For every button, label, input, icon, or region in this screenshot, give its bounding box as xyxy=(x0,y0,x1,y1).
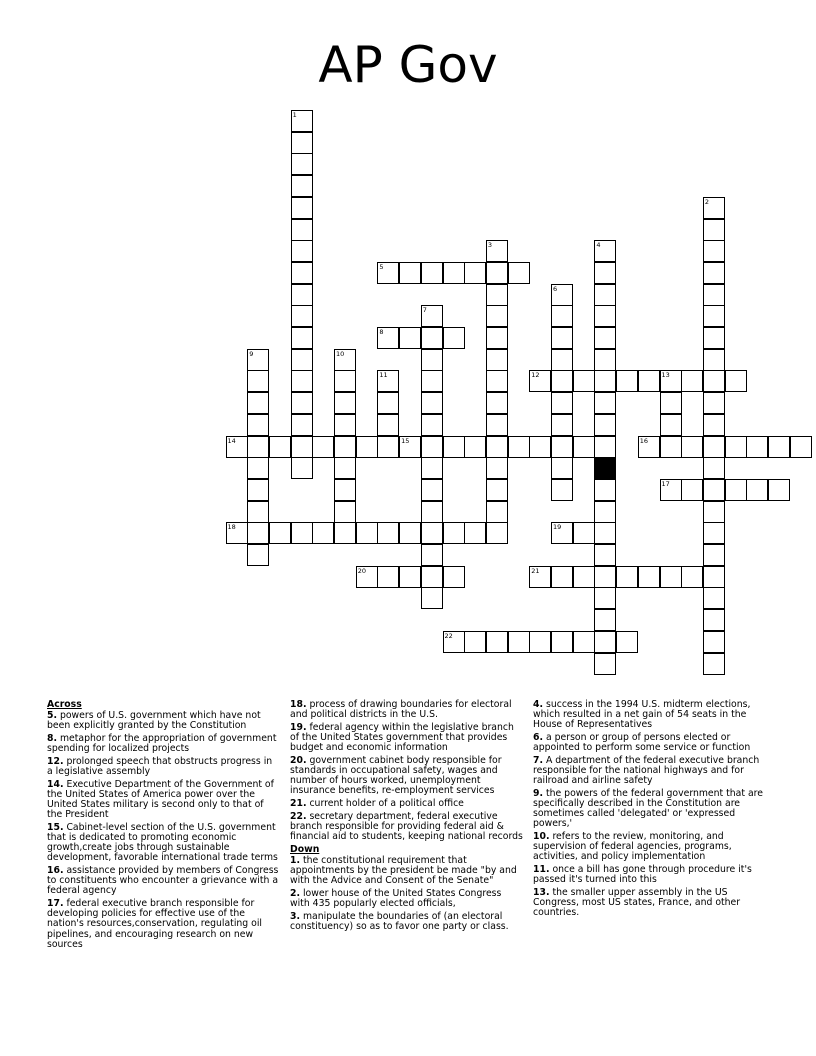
grid-cell[interactable] xyxy=(421,566,443,588)
clue-text: A department of the federal executive branch responsible for the national highways and for railroad and airline safety xyxy=(533,754,760,787)
grid-cell[interactable] xyxy=(703,566,725,588)
clue-number: 21. xyxy=(290,798,307,809)
grid-cell[interactable] xyxy=(486,457,508,479)
grid-cell[interactable] xyxy=(486,327,508,349)
cell-number: 15 xyxy=(401,436,410,445)
grid-cell[interactable] xyxy=(291,153,313,175)
grid-cell[interactable] xyxy=(529,436,551,458)
grid-cell[interactable] xyxy=(746,436,768,458)
grid-cell[interactable] xyxy=(334,370,356,392)
grid-cell[interactable] xyxy=(377,392,399,414)
grid-cell[interactable] xyxy=(594,501,616,523)
across-clue-list-continued xyxy=(290,700,524,842)
grid-cell[interactable] xyxy=(291,414,313,436)
grid-cell[interactable] xyxy=(594,522,616,544)
grid-cell[interactable] xyxy=(291,132,313,154)
clue-item xyxy=(47,823,279,864)
grid-cell[interactable] xyxy=(594,262,616,284)
cell-number: 17 xyxy=(661,479,670,488)
grid-cell[interactable] xyxy=(725,479,747,501)
clue-text: once a bill has gone through procedure it's passed it's turned into this xyxy=(533,864,752,886)
grid-cell[interactable] xyxy=(594,414,616,436)
clue-text: lower house of the United States Congress with 435 popularly elected officials, xyxy=(290,887,502,909)
clue-item xyxy=(290,856,524,887)
clue-text: manipulate the boundaries of (an electoral constituency) so as to favor one party or class. xyxy=(290,910,509,932)
grid-cell[interactable] xyxy=(334,436,356,458)
clue-number: 8. xyxy=(47,733,58,744)
grid-cell[interactable] xyxy=(291,305,313,327)
grid-cell[interactable] xyxy=(703,587,725,609)
grid-cell[interactable] xyxy=(594,370,616,392)
grid-cell[interactable] xyxy=(551,305,573,327)
cell-number: 19 xyxy=(553,523,562,532)
grid-cell[interactable] xyxy=(681,370,703,392)
cell-number: 22 xyxy=(444,631,453,640)
grid-cell[interactable] xyxy=(551,457,573,479)
grid-cell[interactable] xyxy=(551,284,573,306)
cell-number: 4 xyxy=(596,241,601,250)
grid-cell[interactable] xyxy=(377,327,399,349)
clue-item xyxy=(47,757,279,777)
grid-cell[interactable] xyxy=(594,436,616,458)
grid-cell[interactable] xyxy=(660,479,682,501)
grid-cell[interactable] xyxy=(616,566,638,588)
grid-cell[interactable] xyxy=(703,522,725,544)
clue-number: 5. xyxy=(47,710,58,722)
grid-cell[interactable] xyxy=(551,392,573,414)
clue-text: federal agency within the legislative branch of the United States government that provides budget and economic information xyxy=(290,721,514,754)
clue-text: metaphor for the appropriation of government spending for localized projects xyxy=(47,733,277,755)
clue-text: process of drawing boundaries for electoral and political districts in the U.S. xyxy=(290,699,512,721)
clue-number: 16. xyxy=(47,865,64,876)
grid-cell[interactable] xyxy=(247,522,269,544)
grid-cell[interactable] xyxy=(486,501,508,523)
grid-cell[interactable] xyxy=(594,631,616,653)
clue-item xyxy=(290,912,524,932)
grid-cell[interactable] xyxy=(334,414,356,436)
grid-cell[interactable] xyxy=(421,262,443,284)
clue-number: 9. xyxy=(533,787,544,799)
grid-cell[interactable] xyxy=(681,479,703,501)
grid-cell[interactable] xyxy=(594,479,616,501)
clue-item xyxy=(533,888,769,919)
grid-cell[interactable] xyxy=(573,566,595,588)
grid-cell[interactable] xyxy=(247,457,269,479)
grid-cell[interactable] xyxy=(247,392,269,414)
clue-number: 11. xyxy=(533,864,550,875)
grid-cell[interactable] xyxy=(334,392,356,414)
clue-number: 2. xyxy=(290,887,301,899)
grid-cell[interactable] xyxy=(529,370,551,392)
grid-cell[interactable] xyxy=(703,501,725,523)
grid-cell[interactable] xyxy=(703,544,725,566)
grid-cell[interactable] xyxy=(291,436,313,458)
grid-cell[interactable] xyxy=(703,284,725,306)
grid-cell[interactable] xyxy=(703,414,725,436)
puzzle-title: AP Gov xyxy=(318,36,498,94)
grid-cell[interactable] xyxy=(464,436,486,458)
grid-cell[interactable] xyxy=(486,370,508,392)
clue-number: 22. xyxy=(290,810,307,822)
down-clue-list xyxy=(290,856,524,932)
clue-number: 14. xyxy=(47,778,64,790)
clue-text: current holder of a political office xyxy=(306,798,464,809)
grid-cell[interactable] xyxy=(768,436,790,458)
grid-cell[interactable] xyxy=(291,175,313,197)
grid-cell[interactable] xyxy=(486,349,508,371)
clue-item xyxy=(47,711,279,731)
grid-cell[interactable] xyxy=(703,609,725,631)
grid-cell[interactable] xyxy=(551,414,573,436)
clue-item xyxy=(290,700,524,720)
clue-item xyxy=(533,700,769,731)
clue-text: government cabinet body responsible for standards in occupational safety, wages and number of hours worked, unemployment insurance benefits, re-employment services xyxy=(290,754,502,797)
grid-cell[interactable] xyxy=(421,522,443,544)
clues-column-2 xyxy=(290,700,524,934)
grid-cell[interactable] xyxy=(768,479,790,501)
grid-cell[interactable] xyxy=(486,631,508,653)
grid-cell[interactable] xyxy=(594,305,616,327)
clue-text: Executive Department of the Government of the United States of America power over the United States military is second only to that of the President xyxy=(47,778,274,821)
grid-cell[interactable] xyxy=(594,349,616,371)
grid-cell[interactable] xyxy=(551,436,573,458)
grid-cell[interactable] xyxy=(269,436,291,458)
cell-number: 14 xyxy=(227,436,236,445)
black-cell xyxy=(594,457,616,479)
grid-cell[interactable] xyxy=(334,501,356,523)
grid-cell[interactable] xyxy=(681,436,703,458)
grid-cell[interactable] xyxy=(247,544,269,566)
clue-item xyxy=(47,734,279,754)
clue-item xyxy=(290,723,524,754)
clue-text: federal executive branch responsible for developing policies for effective use of the nation's resources,conservation, regulating oil pipelines, and encouraging research on new sources xyxy=(47,898,262,950)
clue-text: powers of U.S. government which have not been explicitly granted by the Constitution xyxy=(47,710,261,732)
grid-cell[interactable] xyxy=(703,631,725,653)
grid-cell[interactable] xyxy=(660,370,682,392)
grid-cell[interactable] xyxy=(421,501,443,523)
clue-item xyxy=(290,756,524,797)
cell-number: 1 xyxy=(292,111,297,119)
clue-item xyxy=(533,832,769,863)
clue-number: 3. xyxy=(290,910,301,922)
cell-number: 13 xyxy=(661,371,670,380)
clue-number: 20. xyxy=(290,754,307,766)
grid-cell[interactable] xyxy=(725,436,747,458)
grid-cell[interactable] xyxy=(464,631,486,653)
grid-cell[interactable] xyxy=(421,414,443,436)
clue-number: 12. xyxy=(47,755,64,767)
cell-number: 21 xyxy=(531,566,540,575)
grid-cell[interactable] xyxy=(703,436,725,458)
grid-cell[interactable] xyxy=(312,522,334,544)
grid-cell[interactable] xyxy=(356,436,378,458)
grid-cell[interactable] xyxy=(377,370,399,392)
grid-cell[interactable] xyxy=(247,436,269,458)
clue-item xyxy=(290,812,524,843)
grid-cell[interactable] xyxy=(421,544,443,566)
grid-cell[interactable] xyxy=(443,566,465,588)
grid-cell[interactable] xyxy=(529,631,551,653)
cell-number: 8 xyxy=(379,328,384,336)
grid-cell[interactable] xyxy=(377,522,399,544)
grid-cell[interactable] xyxy=(486,262,508,284)
grid-cell[interactable] xyxy=(486,436,508,458)
grid-cell[interactable] xyxy=(399,262,421,284)
grid-cell[interactable] xyxy=(725,370,747,392)
grid-cell[interactable] xyxy=(443,262,465,284)
clue-text: Cabinet-level section of the U.S. government that is dedicated to promoting economic growth,create jobs through sustainable development, favorable international trade terms xyxy=(47,821,278,864)
grid-cell[interactable] xyxy=(356,566,378,588)
clue-number: 7. xyxy=(533,754,544,766)
clue-number: 6. xyxy=(533,732,544,743)
grid-cell[interactable] xyxy=(399,436,421,458)
grid-cell[interactable] xyxy=(291,392,313,414)
grid-cell[interactable] xyxy=(594,566,616,588)
clue-item xyxy=(533,733,769,753)
grid-cell[interactable] xyxy=(247,370,269,392)
down-header: Down xyxy=(290,843,320,855)
grid-cell[interactable] xyxy=(291,349,313,371)
grid-cell[interactable] xyxy=(594,544,616,566)
grid-cell[interactable] xyxy=(660,566,682,588)
grid-cell[interactable] xyxy=(421,370,443,392)
grid-cell[interactable] xyxy=(638,370,660,392)
grid-cell[interactable] xyxy=(703,262,725,284)
cell-number: 16 xyxy=(639,436,649,445)
grid-cell[interactable] xyxy=(594,653,616,675)
grid-cell[interactable] xyxy=(443,631,465,653)
grid-cell[interactable] xyxy=(247,479,269,501)
clues-column-3 xyxy=(533,700,769,921)
grid-cell[interactable] xyxy=(508,262,530,284)
grid-cell[interactable] xyxy=(638,436,660,458)
grid-cell[interactable] xyxy=(421,479,443,501)
grid-cell[interactable] xyxy=(486,479,508,501)
grid-cell[interactable] xyxy=(377,262,399,284)
clue-item xyxy=(47,780,279,821)
clue-item xyxy=(533,756,769,787)
grid-cell[interactable] xyxy=(551,370,573,392)
grid-cell[interactable] xyxy=(291,219,313,241)
clue-text: secretary department, federal executive branch responsible for providing federal aid & financial aid to students, keeping national records xyxy=(290,810,523,842)
grid-cell[interactable] xyxy=(291,522,313,544)
grid-cell[interactable] xyxy=(291,197,313,219)
clue-item xyxy=(533,865,769,885)
clue-number: 10. xyxy=(533,831,550,842)
grid-cell[interactable] xyxy=(226,436,248,458)
grid-cell[interactable] xyxy=(703,349,725,371)
grid-cell[interactable] xyxy=(269,522,291,544)
grid-cell[interactable] xyxy=(247,349,269,371)
grid-cell[interactable] xyxy=(312,436,334,458)
grid-cell[interactable] xyxy=(421,305,443,327)
grid-cell[interactable] xyxy=(594,327,616,349)
grid-cell[interactable] xyxy=(486,414,508,436)
clue-text: the constitutional requirement that appointments by the president be made "by and with the Advice and Consent of the Senate" xyxy=(290,854,517,887)
cell-number: 7 xyxy=(422,306,427,315)
clue-number: 18. xyxy=(290,699,307,710)
grid-cell[interactable] xyxy=(551,349,573,371)
clue-number: 13. xyxy=(533,886,550,898)
grid-cell[interactable] xyxy=(529,566,551,588)
grid-cell[interactable] xyxy=(660,436,682,458)
grid-cell[interactable] xyxy=(247,501,269,523)
cell-number: 2 xyxy=(704,197,710,206)
clue-item xyxy=(533,789,769,830)
grid-cell[interactable] xyxy=(443,327,465,349)
grid-cell[interactable] xyxy=(703,479,725,501)
grid-cell[interactable] xyxy=(247,414,269,436)
clue-text: the smaller upper assembly in the US Congress, most US states, France, and other countries. xyxy=(533,886,741,919)
across-header: Across xyxy=(47,699,82,710)
clue-item xyxy=(47,866,279,897)
grid-cell[interactable] xyxy=(334,522,356,544)
clue-item xyxy=(290,799,524,809)
grid-cell[interactable] xyxy=(377,436,399,458)
grid-cell[interactable] xyxy=(594,240,616,262)
grid-cell[interactable] xyxy=(703,305,725,327)
grid-cell[interactable] xyxy=(486,284,508,306)
grid-cell[interactable] xyxy=(421,436,443,458)
clue-text: assistance provided by members of Congress to constituents who encounter a grievance with a federal agency xyxy=(47,865,279,897)
grid-cell[interactable] xyxy=(291,240,313,262)
clue-number: 19. xyxy=(290,721,307,733)
grid-cell[interactable] xyxy=(594,609,616,631)
grid-cell[interactable] xyxy=(291,262,313,284)
cell-number: 20 xyxy=(357,566,366,575)
grid-cell[interactable] xyxy=(551,327,573,349)
grid-cell[interactable] xyxy=(660,414,682,436)
grid-cell[interactable] xyxy=(551,522,573,544)
grid-cell[interactable] xyxy=(616,370,638,392)
grid-cell[interactable] xyxy=(616,631,638,653)
cell-number: 6 xyxy=(553,284,558,293)
grid-cell[interactable] xyxy=(703,370,725,392)
grid-cell[interactable] xyxy=(703,327,725,349)
grid-cell[interactable] xyxy=(486,305,508,327)
clue-item xyxy=(290,889,524,909)
grid-cell[interactable] xyxy=(703,219,725,241)
clue-number: 1. xyxy=(290,854,301,866)
clue-number: 15. xyxy=(47,821,64,833)
grid-cell[interactable] xyxy=(486,392,508,414)
grid-cell[interactable] xyxy=(594,392,616,414)
grid-cell[interactable] xyxy=(573,436,595,458)
grid-cell[interactable] xyxy=(703,457,725,479)
grid-cell[interactable] xyxy=(790,436,812,458)
grid-cell[interactable] xyxy=(377,414,399,436)
cell-number: 5 xyxy=(379,262,384,271)
down-clue-list-continued xyxy=(533,700,769,918)
clue-text: the powers of the federal government that are specifically described in the Constitution are sometimes called 'delegated' or 'expressed powers,' xyxy=(533,787,764,830)
grid-cell[interactable] xyxy=(334,349,356,371)
grid-cell[interactable] xyxy=(399,327,421,349)
grid-cell[interactable] xyxy=(638,566,660,588)
grid-cell[interactable] xyxy=(486,522,508,544)
cell-number: 12 xyxy=(531,371,540,380)
grid-cell[interactable] xyxy=(681,566,703,588)
grid-cell[interactable] xyxy=(334,457,356,479)
grid-cell[interactable] xyxy=(443,522,465,544)
grid-cell[interactable] xyxy=(421,327,443,349)
across-clue-list xyxy=(47,711,279,950)
grid-cell[interactable] xyxy=(291,457,313,479)
cell-number: 3 xyxy=(487,241,493,250)
clue-text: a person or group of persons elected or appointed to perform some service or function xyxy=(533,732,751,754)
clue-text: prolonged speech that obstructs progress in a legislative assembly xyxy=(47,755,273,777)
cell-number: 18 xyxy=(227,523,236,532)
grid-cell[interactable] xyxy=(291,284,313,306)
clue-text: refers to the review, monitoring, and supervision of federal agencies, programs, activities, and policy implementation xyxy=(533,831,732,863)
grid-cell[interactable] xyxy=(703,197,725,219)
grid-cell[interactable] xyxy=(421,457,443,479)
clues-column-1 xyxy=(47,700,279,952)
grid-cell[interactable] xyxy=(573,370,595,392)
grid-cell[interactable] xyxy=(399,522,421,544)
grid-cell[interactable] xyxy=(421,392,443,414)
grid-cell[interactable] xyxy=(703,392,725,414)
grid-cell[interactable] xyxy=(573,631,595,653)
grid-cell[interactable] xyxy=(508,631,530,653)
grid-cell[interactable] xyxy=(508,436,530,458)
clue-number: 17. xyxy=(47,898,64,909)
grid-cell[interactable] xyxy=(551,631,573,653)
grid-cell[interactable] xyxy=(291,110,313,132)
grid-cell[interactable] xyxy=(421,349,443,371)
grid-cell[interactable] xyxy=(464,262,486,284)
grid-cell[interactable] xyxy=(551,479,573,501)
grid-cell[interactable] xyxy=(746,479,768,501)
grid-cell[interactable] xyxy=(421,587,443,609)
cell-number: 10 xyxy=(336,349,345,358)
clue-item xyxy=(47,899,279,950)
grid-cell[interactable] xyxy=(573,522,595,544)
grid-cell[interactable] xyxy=(594,284,616,306)
grid-cell[interactable] xyxy=(226,522,248,544)
grid-cell[interactable] xyxy=(703,653,725,675)
clue-text: success in the 1994 U.S. midterm elections, which resulted in a net gain of 54 seats in the House of Representatives xyxy=(533,699,751,731)
grid-cell[interactable] xyxy=(377,566,399,588)
grid-cell[interactable] xyxy=(291,327,313,349)
grid-cell[interactable] xyxy=(443,436,465,458)
grid-cell[interactable] xyxy=(703,240,725,262)
grid-cell[interactable] xyxy=(291,370,313,392)
clue-number: 4. xyxy=(533,699,544,710)
grid-cell[interactable] xyxy=(356,522,378,544)
grid-cell[interactable] xyxy=(399,566,421,588)
cell-number: 9 xyxy=(249,349,254,358)
cell-number: 11 xyxy=(379,371,388,380)
grid-cell[interactable] xyxy=(464,522,486,544)
grid-cell[interactable] xyxy=(594,587,616,609)
grid-cell[interactable] xyxy=(660,392,682,414)
grid-cell[interactable] xyxy=(334,479,356,501)
grid-cell[interactable] xyxy=(486,240,508,262)
grid-cell[interactable] xyxy=(551,566,573,588)
